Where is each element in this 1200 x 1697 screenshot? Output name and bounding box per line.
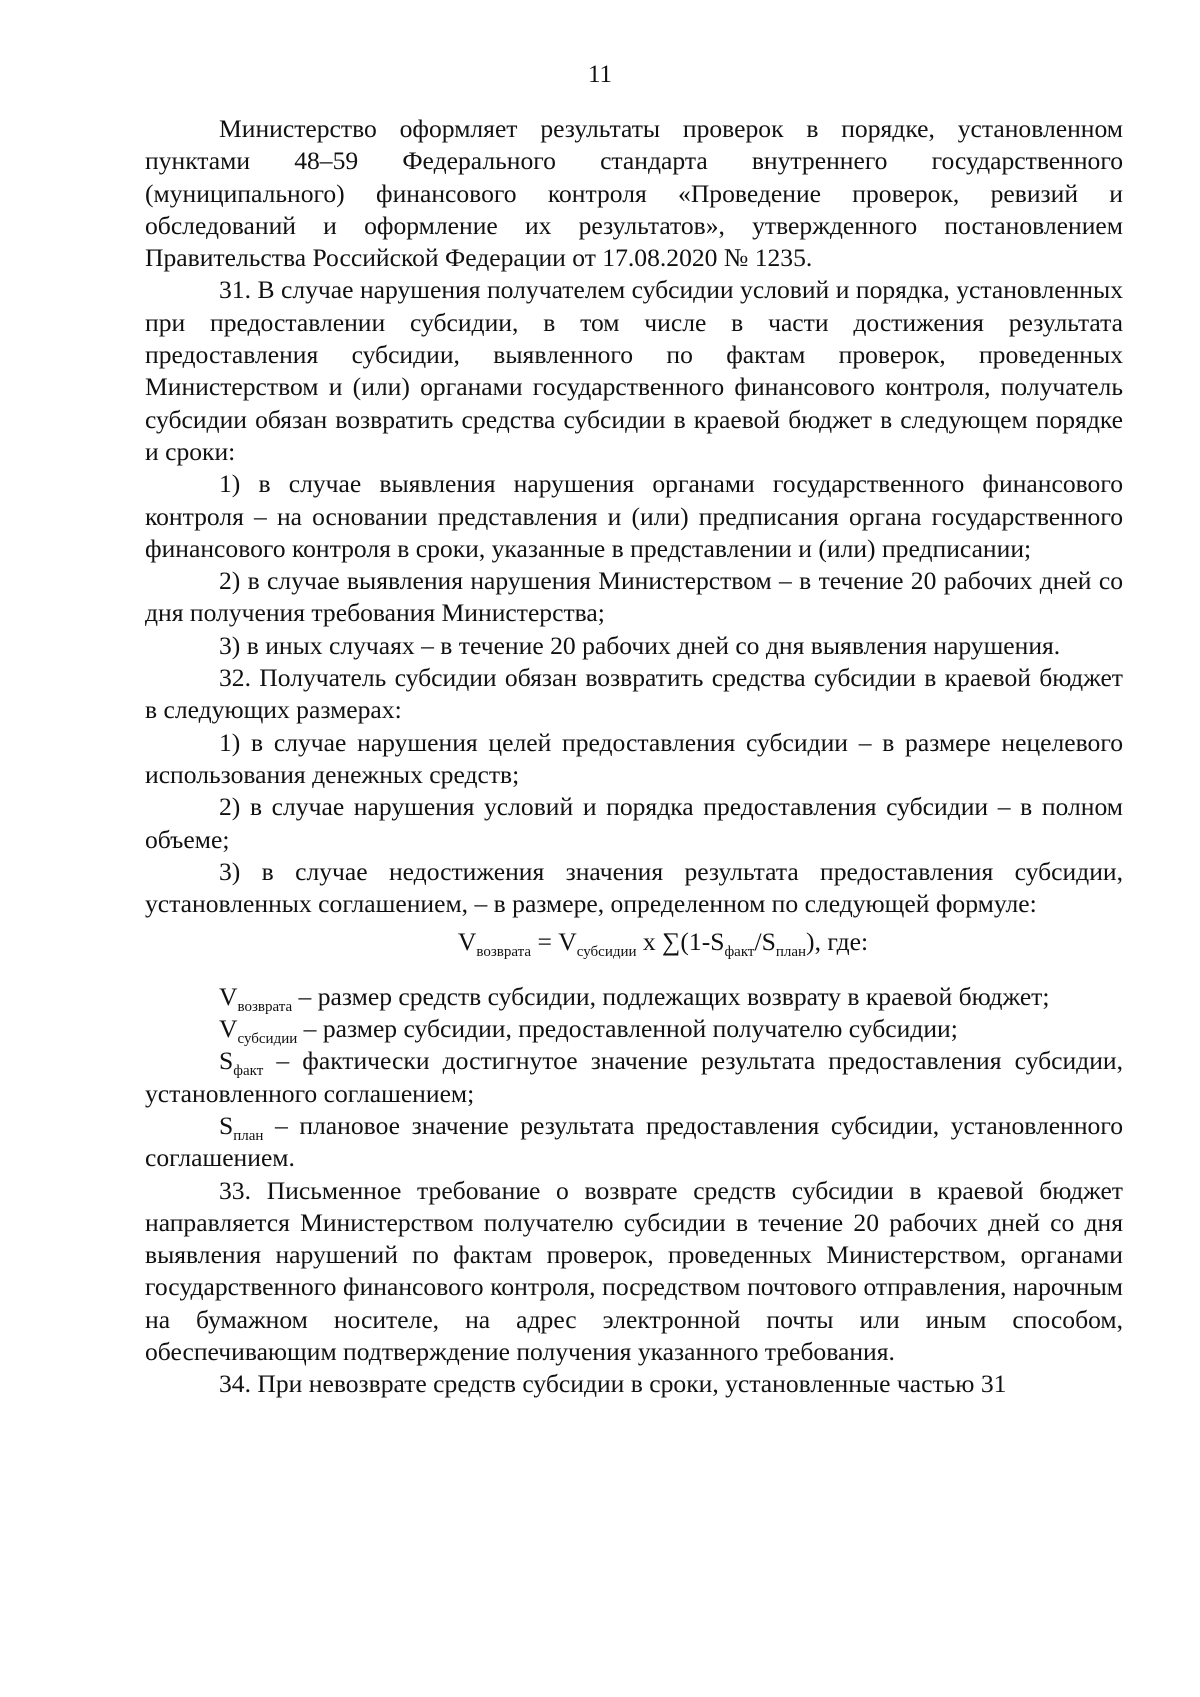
paragraph-32: 32. Получатель субсидии обязан возвратить средства субсидии в краевой бюджет в следующих размерах:: [145, 663, 1123, 725]
paragraph-32-item-3: 3) в случае недостижения значения результата предоставления субсидии, установленных соглашением, – в размере, определенном по следующей формуле:: [145, 856, 1123, 919]
paragraph-32-item-2: 2) в случае нарушения условий и порядка предоставления субсидии – в полном объеме;: [145, 792, 1123, 854]
paragraph-intro: Министерство оформляет результаты проверок в порядке, установленном пунктами 48–59 Федерального стандарта внутреннего государственного (муниципального) финансового контроля «Проведение проверок, ревизий и обследований и оформление их результатов», утвержденного постановлением Правительства Российской Федерации от 17.08.2020 № 1235.: [145, 114, 1123, 273]
paragraph-31-item-3: 3) в иных случаях – в течение 20 рабочих дней со дня выявления нарушения.: [219, 630, 1061, 660]
paragraph-31-item-1: 1) в случае выявления нарушения органами государственного финансового контроля – на основании представления и (или) предписания органа государственного финансового контроля в сроки, указанные в представлении и (или) предписании;: [145, 469, 1123, 563]
definition-s-plan: $S_{план}$ – плановое значение результата предоставления субсидии, установленного соглашением.: [145, 1110, 1123, 1173]
paragraph-31-item-2: 2) в случае выявления нарушения Министерством – в течение 20 рабочих дней со дня получения требования Министерства;: [145, 566, 1123, 628]
document-body: [145, 113, 1123, 1401]
paragraph-32-item-1: 1) в случае нарушения целей предоставления субсидии – в размере нецелевого использования денежных средств;: [145, 727, 1123, 789]
return-formula: $V_{возврата} = V_{субсидии}$ х $\sum(1-S_{факт}/S_{план})$, где:: [457, 927, 869, 961]
definition-s-fact: $S_{факт}$ – фактически достигнутое значение результата предоставления субсидии, установленного соглашением;: [145, 1046, 1123, 1108]
paragraph-33: 33. Письменное требование о возврате средств субсидии в краевой бюджет направляется Министерством получателю субсидии в течение 20 рабочих дней со дня выявления нарушений по фактам проверок, проведенных Министерством, органами государственного финансового контроля, посредством почтового отправления, нарочным на бумажном носителе, на адрес электронной почты или иным способом, обеспечивающим подтверждение получения указанного требования.: [145, 1175, 1123, 1366]
definition-v-return: $V_{возврата}$ – размер средств субсидии, подлежащих возврату в краевой бюджет;: [219, 981, 1050, 1015]
page-number: 11: [587, 61, 613, 88]
paragraph-34: 34. При невозврате средств субсидии в сроки, установленные частью 31: [219, 1369, 1007, 1399]
paragraph-31: 31. В случае нарушения получателем субсидии условий и порядка, установленных при предоставлении субсидии, в том числе в части достижения результата предоставления субсидии, выявленного по фактам проверок, проведенных Министерством и (или) органами государственного финансового контроля, получатель субсидии обязан возвратить средства субсидии в краевой бюджет в следующем порядке и сроки:: [145, 275, 1123, 466]
definition-v-subsidy: $V_{субсидии}$ – размер субсидии, предоставленной получателю субсидии;: [219, 1014, 958, 1048]
